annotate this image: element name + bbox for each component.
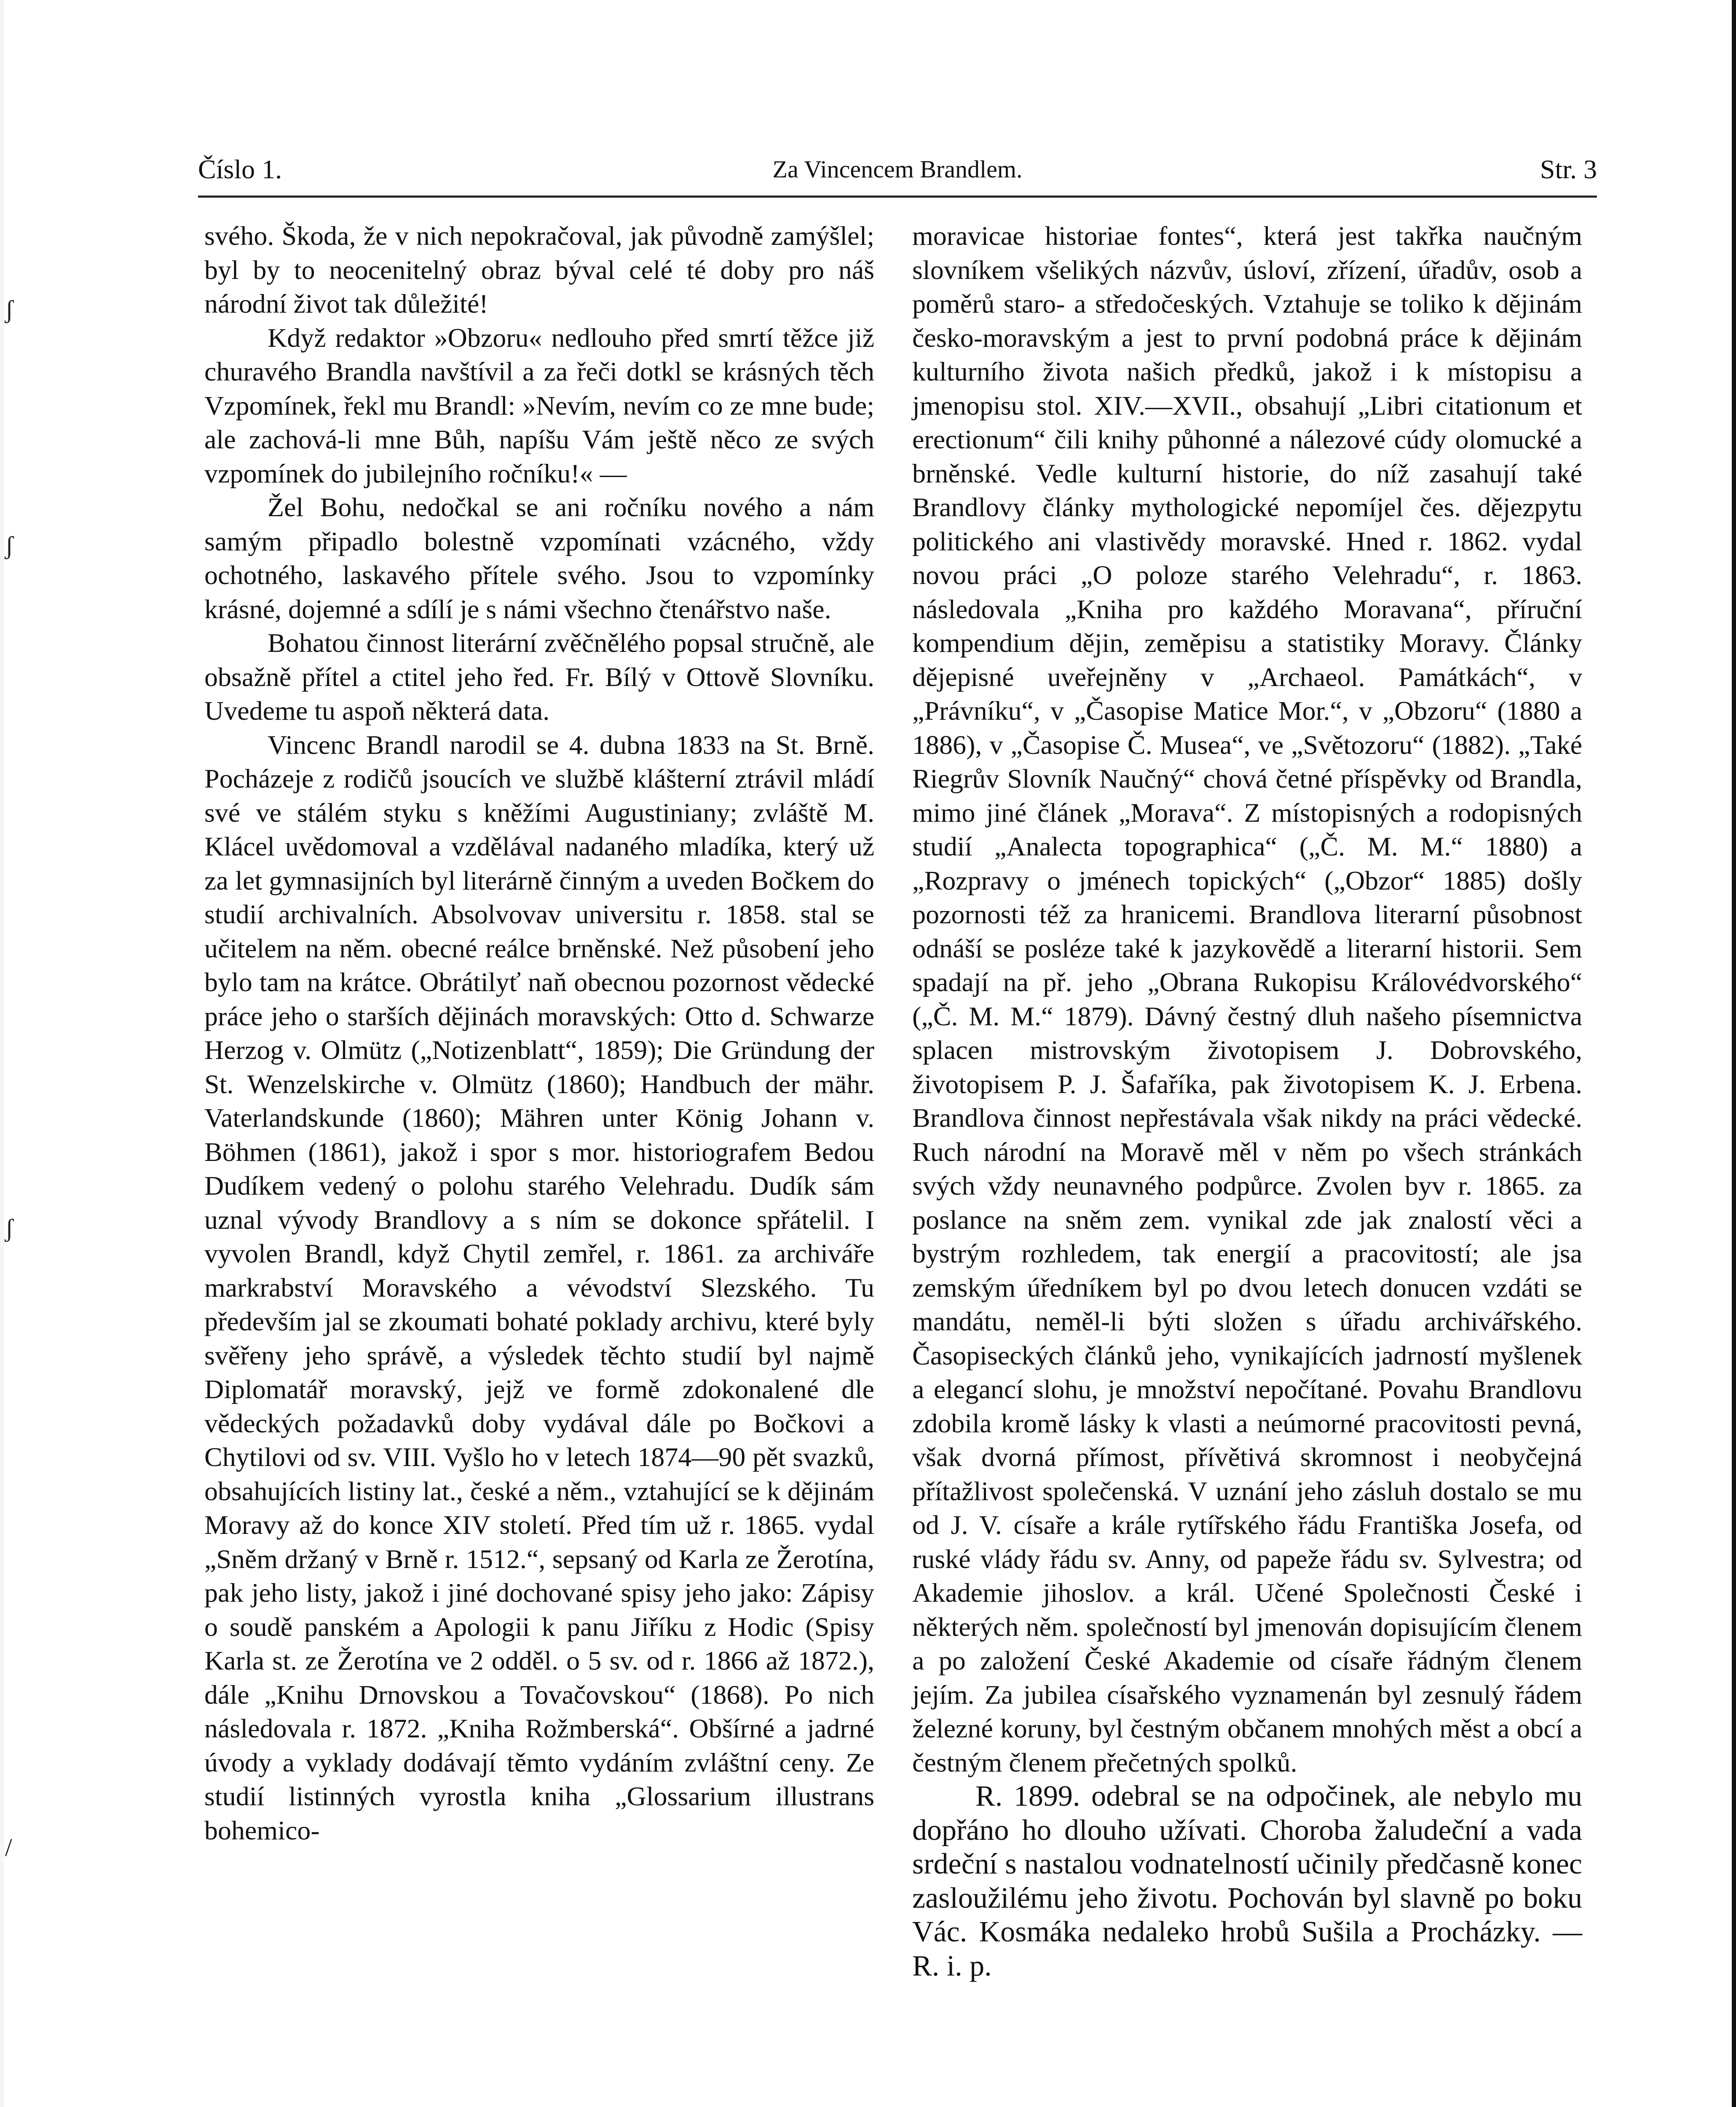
margin-mark: ʃ bbox=[5, 1214, 13, 1242]
paragraph: Vincenc Brandl narodil se 4. dubna 1833 na St. Brně. Pocházeje z rodičů jsoucích ve službě klášterní ztrávil mládí své ve stálém styku s kněžími Augustiniany; zvláště M. Klácel uvědomoval a vzdělával nadaného mladíka, který už za let gymnasijních byl literárně činným a uveden Bočkem do studií archivalních. Absolvovav universitu r. 1858. stal se učitelem na něm. obecné reálce brněnské. Než působení jeho bylo tam na krátce. Obrátilyť naň obecnou pozornost vědecké práce jeho o starších dějinách moravských: Otto d. Schwarze Herzog v. Olmütz („Notizenblatt“, 1859); Die Gründung der St. Wenzelskirche v. Olmütz (1860); Handbuch der mähr. Vaterlandskunde (1860); Mähren unter König Johann v. Böhmen (1861), jakož i spor s mor. historiografem Bedou Dudíkem vedený o polohu starého Velehradu. Dudík sám uznal vývody Brandlovy a s ním se dokonce spřátelil. I vyvolen Brandl, když Chytil zemřel, r. 1861. za archiváře markrabství Moravského a vévodství Slezského. Tu především jal se zkoumati bohaté poklady archivu, které byly svěřeny jeho správě, a výsledek těchto studií byl najmě Diplomatář moravský, jejž ve formě zdokonalené dle vědeckých požadavků doby vydával dále po Bočkovi a Chytilovi od sv. VIII. Vyšlo ho v letech 1874—90 pět svazků, obsahujících listiny lat., české a něm., vztahující se k dějinám Moravy až do konce XIV století. Před tím už r. 1865. vydal „Sněm držaný v Brně r. 1512.“, sepsaný od Karla ze Žerotína, pak jeho listy, jakož i jiné dochované spisy jeho jako: Zápisy o soudě panském a Apologii k panu Jiříku z Hodic (Spisy Karla st. ze Žerotína ve 2 odděl. o 5 sv. od r. 1866 až 1872.), dále „Knihu Drnovskou a Tovačovskou“ (1868). Po nich následovala r. 1872. „Kniha Rožmberská“. Obšírné a jadrné úvody a vyklady dodávají těmto vydáním zvláštní ceny. Ze studií listinných vyrostla kniha „Glossarium illustrans bohemico- bbox=[204, 729, 874, 1845]
scan-edge-right bbox=[1732, 0, 1736, 2107]
paragraph: moravicae historiae fontes“, která jest takřka naučným slovníkem všelikých názvův, úsloví, zřízení, úřadův, osob a poměrů staro- a středočeských. Vztahuje se toliko k dějinám česko-moravským a jest to první podobná práce k dějinám kulturního života našich předků, jakož i k místopisu a jmenopisu stol. XIV.—XVII., obsahují „Libri citationum et erectionum“ čili knihy půhonné a nálezové cúdy olomucké a brněnské. Vedle kulturní historie, do níž zasahují také Brandlovy články mythologické nepomíjel čes. dějezpytu politického ani vlastivědy moravské. Hned r. 1862. vydal novou práci „O poloze starého Velehradu“, r. 1863. následovala „Kniha pro každého Moravana“, příruční kompendium dějin, zeměpisu a statistiky Moravy. Články dějepisné uveřejněny v „Archaeol. Památkách“, v „Právníku“, v „Časopise Matice Mor.“, v „Obzoru“ (1880 a 1886), v „Časopise Č. Musea“, ve „Světozoru“ (1882). „Také Riegrův Slovník Naučný“ chová četné příspěvky od Brandla, mimo jiné článek „Morava“. Z místopisných a rodopisných studií „Analecta topographica“ („Č. M. M.“ 1880) a „Rozpravy o jménech topických“ („Obzor“ 1885) došly pozornosti též za hranicemi. Brandlova literarní působnost odnáší se posléze také k jazykovědě a literarní historii. Sem spadají na př. jeho „Obrana Rukopisu Královédvorského“ („Č. M. M.“ 1879). Dávný čestný dluh našeho písemnictva splacen mistrovským životopisem J. Dobrovského, životopisem P. J. Šafaříka, pak životopisem K. J. Erbena. Brandlova činnost nepřestávala však nikdy na práci vědecké. Ruch národní na Moravě měl v něm po všech stránkách svých vždy neunavného podpůrce. Zvolen byv r. 1865. za poslance na sněm zem. vynikal zde jak znalostí věci a bystrým rozhledem, tak energií a pracovitostí; ale jsa zemským úředníkem byl po dvou letech donucen vzdáti se mandátu, neměl-li býti složen s úřadu archivářského. Časopiseckých článků jeho, vynikajících jadrností myšlenek a elegancí slohu, je množství nepočítané. Povahu Brandlovu zdobila kromě lásky k vlasti a neúmorné pracovitosti pevná, však dvorná přímost, přívětivá skromnost i neobyčejná přítažlivost společenská. V uznání jeho zásluh dostalo se mu od J. V. císaře a krále rytířského řádu Františka Josefa, od ruské vlády řádu sv. Anny, od papeže řádu sv. Sylvestra; od Akademie jihoslov. a král. Učené Společnosti České i některých něm. společností byl jmenován dopisujícím členem a po založení České Akademie od císaře řádným členem jejím. Za jubilea císařského vyznamenán byl zesnulý řádem železné koruny, byl čestným občanem mnohých měst a obcí a čestným členem přečetných spolků. bbox=[912, 221, 1582, 1777]
header-rule bbox=[198, 196, 1597, 198]
paragraph: Když redaktor »Obzoru« nedlouho před smrtí těžce již churavého Brandla navštívil a za řeči dotkl se krásných těch Vzpomínek, řekl mu Brandl: »Nevím, nevím co ze mne bude; ale zachová-li mne Bůh, napíšu Vám ještě něco ze svých vzpomínek do jubilejního ročníku!« — bbox=[204, 322, 874, 488]
header-title: Za Vincencem Brandlem. bbox=[772, 155, 1023, 183]
header-page-number: Str. 3 bbox=[1540, 154, 1597, 184]
scan-edge-left bbox=[0, 0, 4, 2107]
header-issue: Číslo 1. bbox=[198, 154, 282, 184]
margin-mark: / bbox=[5, 1834, 12, 1861]
paragraph: Bohatou činnost literární zvěčnělého popsal stručně, ale obsažně přítel a ctitel jeho řed. Fr. Bílý v Ottově Slovníku. Uvedeme tu aspoň některá data. bbox=[204, 628, 874, 726]
running-header bbox=[198, 148, 1597, 195]
margin-mark: ʃ bbox=[5, 295, 13, 323]
paragraph: svého. Škoda, že v nich nepokračoval, jak původně zamýšlel; byl by to neocenitelný obraz býval celé té doby pro náš národní život tak důležité! bbox=[204, 221, 874, 319]
margin-mark: ʃ bbox=[5, 531, 13, 559]
paragraph: R. 1899. odebral se na odpočinek, ale nebylo mu dopřáno ho dlouho užívati. Choroba žaludeční a vada srdeční s nastalou vodnatelností učinily předčasně konec zasloužilému jeho životu. Pochován byl slavně po boku Vác. Kosmáka nedaleko hrobů Sušila a Procházky. — R. i. p. bbox=[912, 1780, 1582, 1982]
right-column bbox=[912, 219, 1582, 1983]
paragraph: Žel Bohu, nedočkal se ani ročníku nového a nám samým připadlo bolestně vzpomínati vzácného, vždy ochotného, laskavého přítele svého. Jsou to vzpomínky krásné, dojemné a sdílí je s námi všechno čtenářstvo naše. bbox=[204, 492, 874, 624]
left-column bbox=[204, 219, 874, 1847]
